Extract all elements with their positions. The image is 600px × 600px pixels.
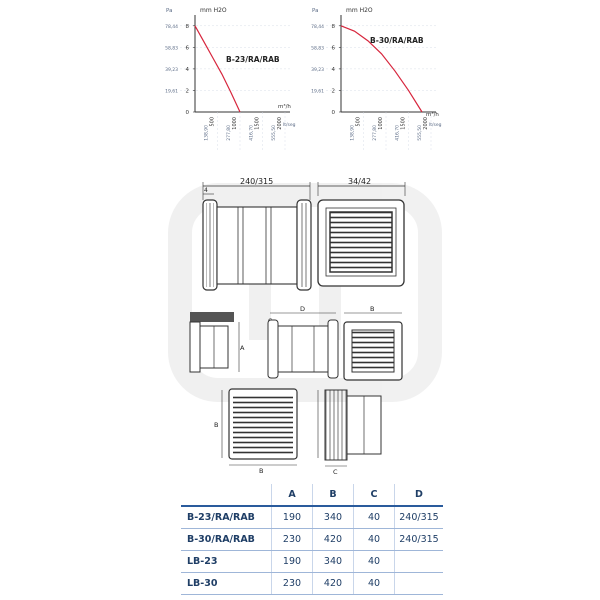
y-unit-mmh2o: mm H2O: [200, 7, 227, 14]
y-tick-label: 6: [331, 45, 335, 52]
x-tick-label-ltseg: 416,70: [395, 125, 401, 141]
dim-34-42: 34/42: [348, 177, 372, 186]
label-d: D: [300, 305, 306, 313]
y-tick-label: 0: [185, 110, 189, 116]
table-cell: [395, 573, 444, 595]
table-cell: 40: [354, 529, 395, 551]
label-b-bottom: B: [259, 467, 264, 475]
table-cell: 40: [354, 551, 395, 573]
x-unit-ltseg: lt/seg: [429, 123, 442, 128]
table-cell: 240/315: [395, 529, 444, 551]
table-cell: 190: [272, 506, 313, 529]
table-cell: 190: [272, 551, 313, 573]
pa-tick-label: 78,44: [311, 24, 324, 30]
x-tick-label-ltseg: 555,50: [418, 125, 423, 141]
table-cell-model: B-30/RA/RAB: [181, 529, 272, 551]
table-cell-model: LB-23: [181, 551, 272, 573]
table-cell: [395, 551, 444, 573]
table-header-row: [181, 484, 443, 506]
table-row: [181, 551, 443, 573]
label-b-top: B: [370, 305, 375, 313]
dimensions-table: [181, 484, 443, 595]
table-cell-model: LB-30: [181, 573, 272, 595]
x-unit-m3h: m³/h: [426, 112, 439, 118]
label-b-left: B: [214, 421, 219, 429]
front-view-small-b: [344, 305, 402, 380]
table-header-cell: [181, 484, 272, 506]
side-view-small-a: [190, 312, 245, 372]
x-tick-label: 1000: [232, 117, 238, 130]
x-tick-label-ltseg: 138,90: [350, 125, 356, 141]
table-header-cell: C: [354, 484, 395, 506]
table-row: [181, 506, 443, 529]
table-cell: 340: [313, 506, 354, 529]
table-cell-model: B-23/RA/RAB: [181, 506, 272, 529]
pa-tick-label: 78,44: [165, 24, 178, 30]
x-tick-label-ltseg: 555,50: [272, 125, 277, 141]
y-unit-pa: Pa: [312, 8, 319, 14]
x-unit-ltseg: lt/seg: [283, 123, 296, 128]
table-row: [181, 529, 443, 551]
chart-title-b23: B-23/RA/RAB: [226, 55, 280, 64]
dim-4: 4: [204, 187, 208, 194]
chart-b23: [150, 0, 300, 160]
y-tick-label: 4: [331, 66, 335, 73]
table-cell: 420: [313, 573, 354, 595]
pa-tick-label: 19,61: [165, 89, 178, 95]
table-cell: 230: [272, 529, 313, 551]
dim-240-315: 240/315: [240, 177, 274, 186]
pa-tick-label: 58,83: [165, 46, 178, 52]
x-tick-label: 2000: [277, 117, 283, 130]
y-tick-label: 2: [185, 88, 189, 95]
y-tick-label: 8: [185, 23, 189, 30]
x-tick-label-ltseg: 138,90: [204, 125, 210, 141]
pa-tick-label: 39,23: [165, 67, 178, 73]
label-a: A: [240, 344, 245, 352]
x-tick-label: 2000: [423, 117, 429, 130]
technical-drawings: [0, 170, 600, 475]
y-tick-label: 2: [331, 88, 335, 95]
y-tick-label: 4: [185, 66, 189, 73]
table-row: [181, 573, 443, 595]
label-c-bottom: C: [333, 468, 338, 475]
table-header-cell: A: [272, 484, 313, 506]
table-cell: 240/315: [395, 506, 444, 529]
table-header-cell: D: [395, 484, 444, 506]
chart-b30: [296, 0, 446, 160]
x-tick-label-ltseg: 416,70: [249, 125, 255, 141]
pa-tick-label: 58,83: [311, 46, 324, 52]
x-tick-label-ltseg: 277,80: [373, 125, 378, 141]
chart-title-b30: B-30/RA/RAB: [370, 36, 424, 45]
x-tick-label-ltseg: 277,80: [227, 125, 232, 141]
table-cell: 230: [272, 573, 313, 595]
louvre-side-view: [318, 390, 381, 475]
y-tick-label: 0: [331, 110, 335, 116]
y-unit-pa: Pa: [166, 8, 173, 14]
x-unit-m3h: m³/h: [278, 104, 291, 110]
y-unit-mmh2o: mm H2O: [346, 7, 373, 14]
y-tick-label: 6: [185, 45, 189, 52]
x-tick-label: 1500: [400, 117, 407, 130]
x-tick-label: 1000: [378, 117, 384, 130]
x-tick-label: 500: [209, 117, 216, 127]
table-cell: 340: [313, 551, 354, 573]
y-tick-label: 8: [331, 23, 335, 30]
x-tick-label: 500: [355, 117, 362, 127]
table-cell: 40: [354, 506, 395, 529]
table-cell: 40: [354, 573, 395, 595]
pa-tick-label: 39,23: [311, 67, 324, 73]
x-tick-label: 1500: [254, 117, 261, 130]
pa-tick-label: 19,61: [311, 89, 324, 95]
table-header-cell: B: [313, 484, 354, 506]
table-cell: 420: [313, 529, 354, 551]
